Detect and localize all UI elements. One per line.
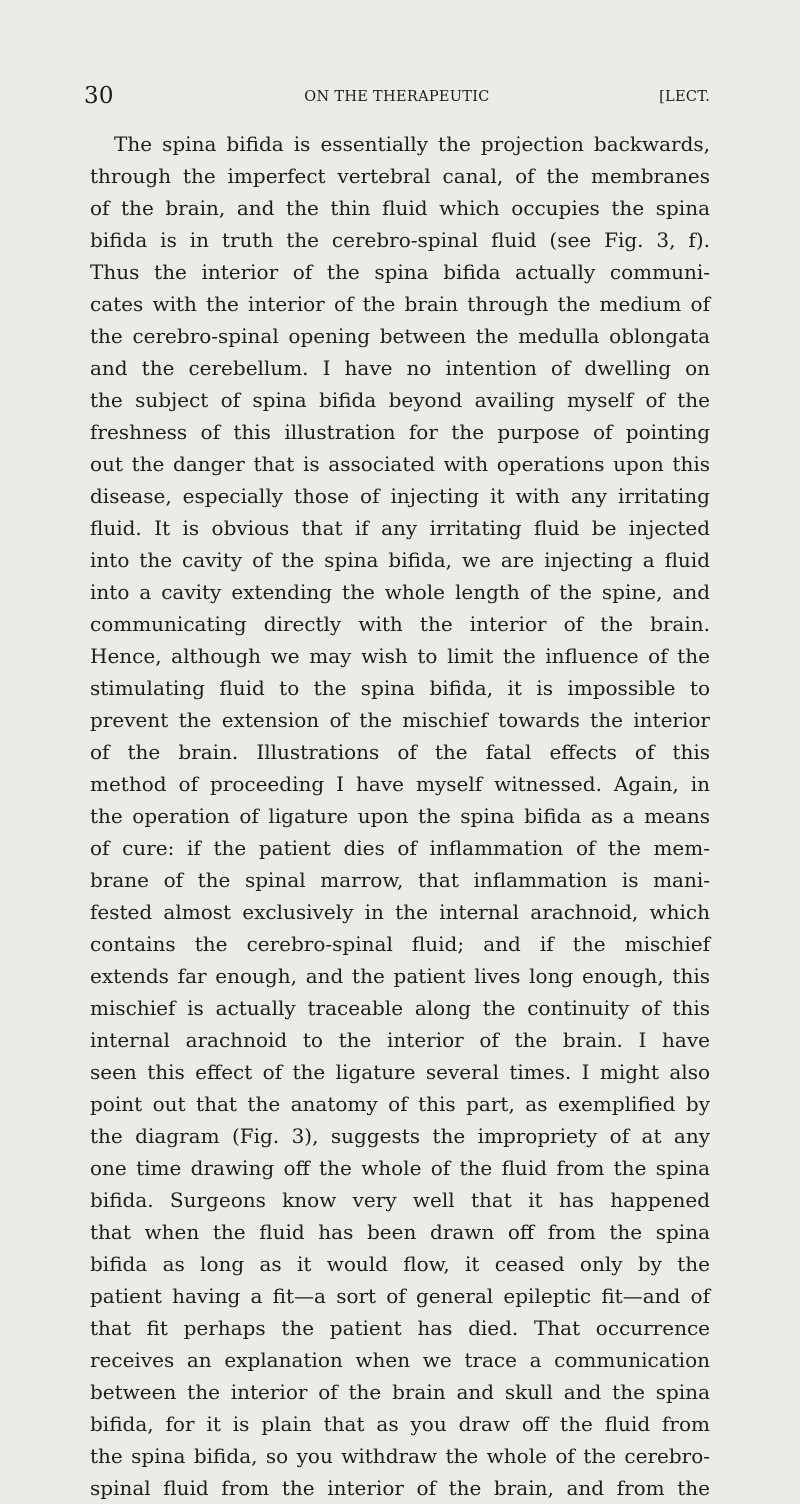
- text-line: out the danger that is associated with operations upon this: [90, 452, 710, 476]
- text-line: fluid. It is obvious that if any irritating fluid be injected: [90, 516, 710, 540]
- text-line: through the imperfect vertebral canal, of the membranes: [90, 164, 710, 188]
- text-line: of the brain, and the thin fluid which occupies the spina: [90, 196, 710, 220]
- text-line: prevent the extension of the mischief towards the interior: [90, 708, 710, 732]
- text-line: contains the cerebro-spinal fluid; and if the mischief: [90, 932, 710, 956]
- text-line: fested almost exclusively in the internal arachnoid, which: [90, 900, 710, 924]
- text-line: freshness of this illustration for the purpose of pointing: [90, 420, 710, 444]
- text-line: and the cerebellum. I have no intention of dwelling on: [90, 356, 710, 380]
- text-line: of the brain. Illustrations of the fatal effects of this: [90, 740, 710, 764]
- text-line: bifida. Surgeons know very well that it has happened: [90, 1188, 710, 1212]
- text-line: mischief is actually traceable along the continuity of this: [90, 996, 710, 1020]
- text-line: patient having a fit—a sort of general epileptic fit—and of: [90, 1284, 710, 1308]
- text-line: cates with the interior of the brain through the medium of: [90, 292, 710, 316]
- text-line: Thus the interior of the spina bifida actually communi-: [90, 260, 710, 284]
- text-line: between the interior of the brain and skull and the spina: [90, 1380, 710, 1404]
- body-text: [90, 128, 710, 1504]
- text-line: the cerebro-spinal opening between the medulla oblongata: [90, 324, 710, 348]
- text-line: seen this effect of the ligature several times. I might also: [90, 1060, 710, 1084]
- text-line: the spina bifida, so you withdraw the whole of the cerebro-: [90, 1444, 710, 1468]
- text-line: into the cavity of the spina bifida, we are injecting a fluid: [90, 548, 710, 572]
- text-line: that when the fluid has been drawn off from the spina: [90, 1220, 710, 1244]
- text-line: the subject of spina bifida beyond availing myself of the: [90, 388, 710, 412]
- text-line: bifida is in truth the cerebro-spinal fluid (see Fig. 3, f).: [90, 228, 710, 252]
- text-line: point out that the anatomy of this part, as exemplified by: [90, 1092, 710, 1116]
- text-line: the operation of ligature upon the spina bifida as a means: [90, 804, 710, 828]
- text-line: disease, especially those of injecting it with any irritating: [90, 484, 710, 508]
- text-line: into a cavity extending the whole length of the spine, and: [90, 580, 710, 604]
- text-line: communicating directly with the interior of the brain.: [90, 612, 710, 636]
- text-line: the diagram (Fig. 3), suggests the impropriety of at any: [90, 1124, 710, 1148]
- text-line: method of proceeding I have myself witnessed. Again, in: [90, 772, 710, 796]
- text-line: Hence, although we may wish to limit the influence of the: [90, 644, 710, 668]
- text-line: The spina bifida is essentially the projection backwards,: [114, 132, 710, 156]
- text-line: spinal fluid from the interior of the brain, and from the: [90, 1476, 710, 1500]
- text-line: extends far enough, and the patient lives long enough, this: [90, 964, 710, 988]
- text-line: one time drawing off the whole of the fluid from the spina: [90, 1156, 710, 1180]
- page-number: 30: [84, 83, 114, 109]
- text-line: bifida as long as it would flow, it ceased only by the: [90, 1252, 710, 1276]
- text-line: internal arachnoid to the interior of the brain. I have: [90, 1028, 710, 1052]
- lecture-marker: [LECT.: [659, 89, 710, 105]
- text-line: brane of the spinal marrow, that inflammation is mani-: [90, 868, 710, 892]
- running-title: ON THE THERAPEUTIC: [304, 89, 490, 105]
- text-line: bifida, for it is plain that as you draw off the fluid from: [90, 1412, 710, 1436]
- text-line: of cure: if the patient dies of inflammation of the mem-: [90, 836, 710, 860]
- text-line: receives an explanation when we trace a communication: [90, 1348, 710, 1372]
- text-line: that fit perhaps the patient has died. That occurrence: [90, 1316, 710, 1340]
- running-head: [84, 82, 710, 110]
- text-line: stimulating fluid to the spina bifida, it is impossible to: [90, 676, 710, 700]
